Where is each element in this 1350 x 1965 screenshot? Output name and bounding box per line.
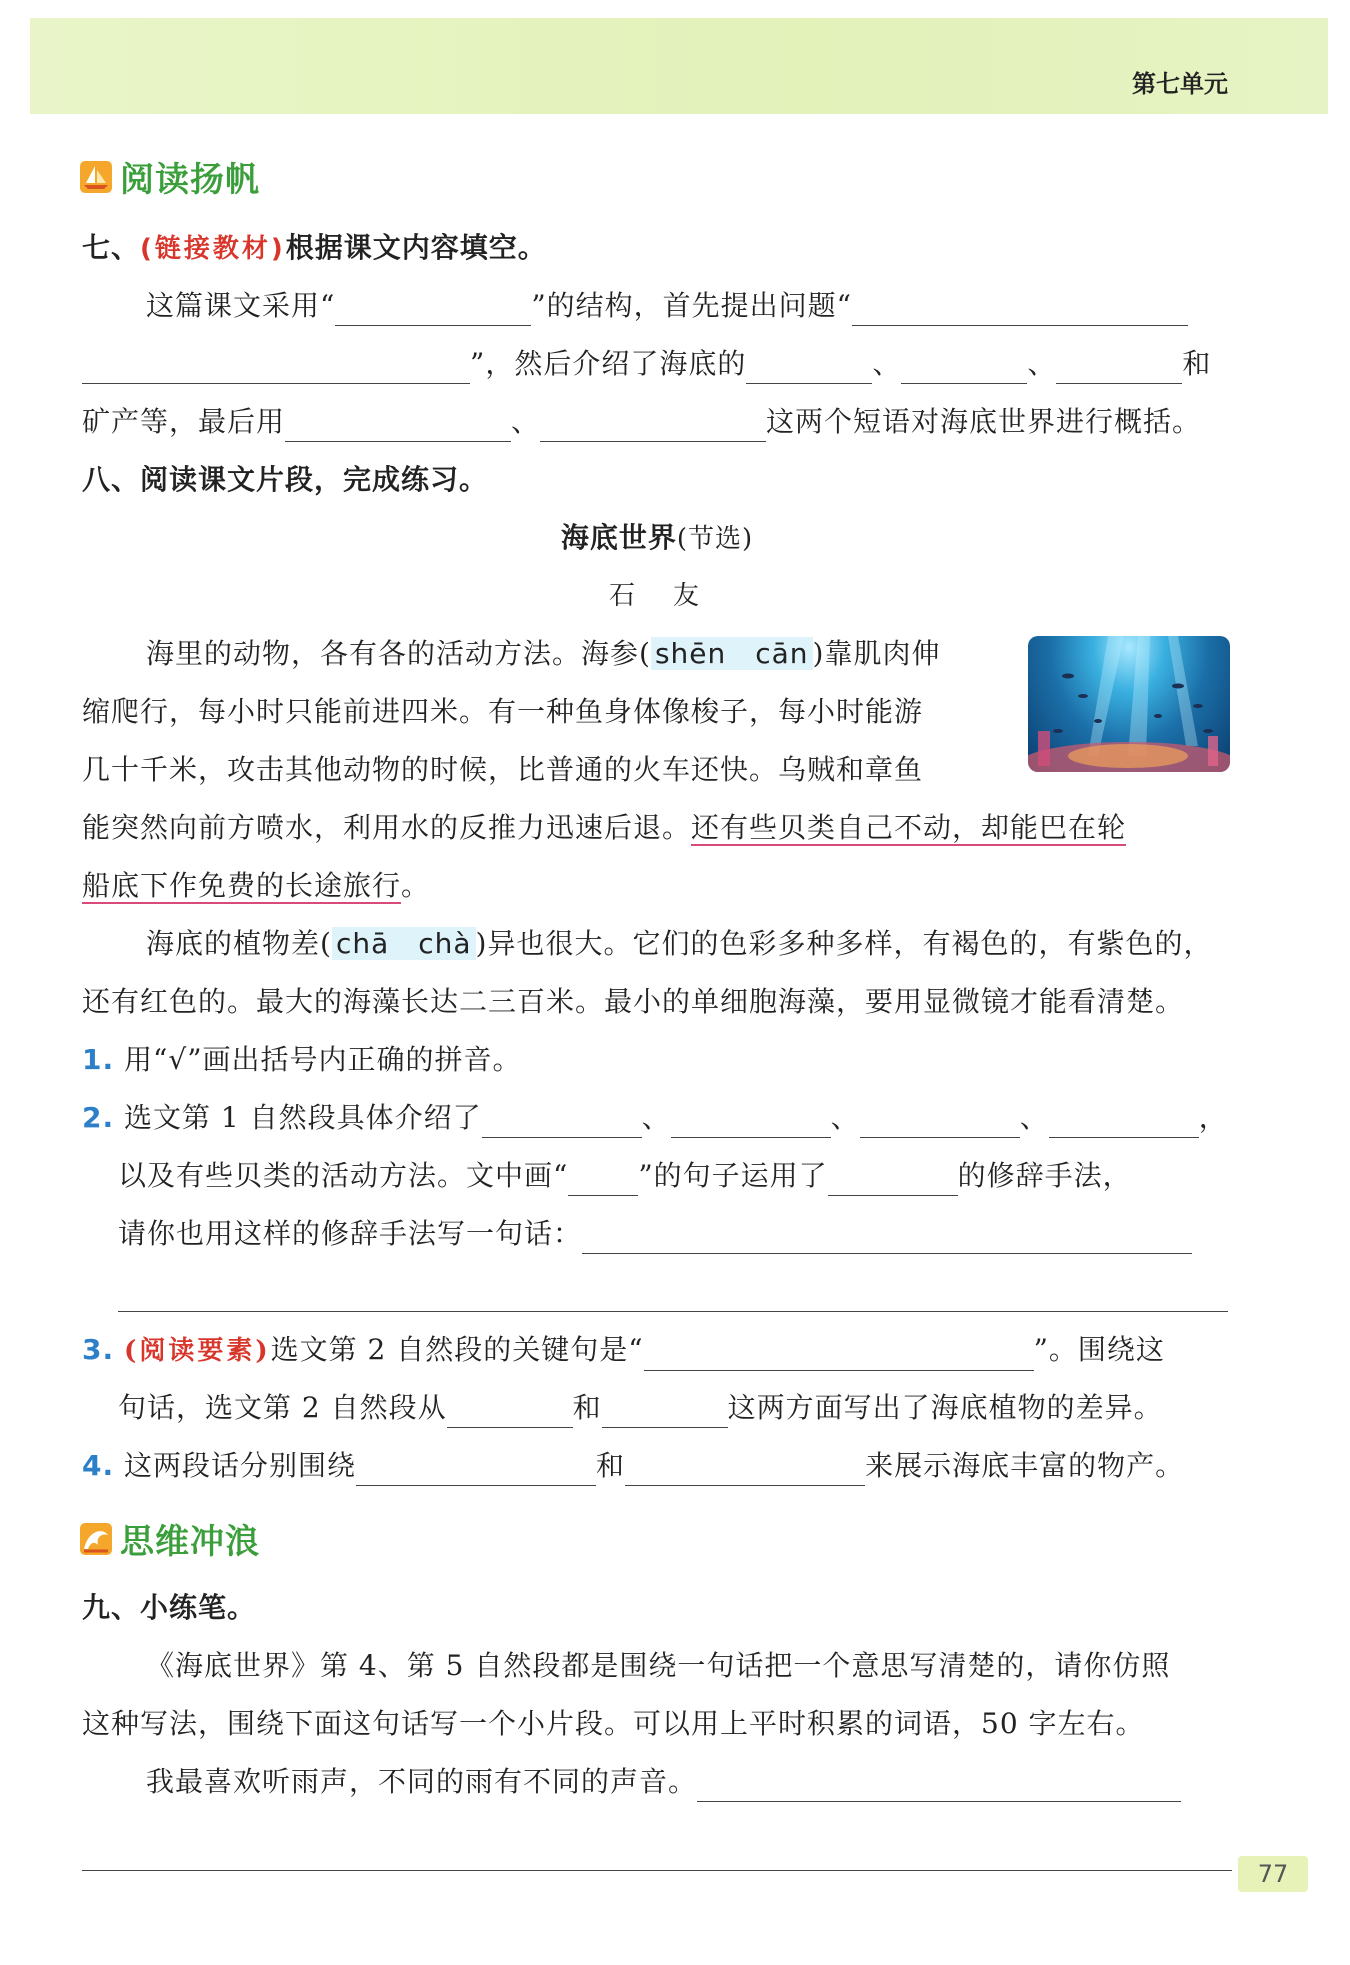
text: 以及有些贝类的活动方法。文中画“ [118, 1159, 569, 1192]
text: 的修辞手法， [957, 1159, 1132, 1192]
text: ”的结构，首先提出问题“ [531, 289, 852, 322]
answer-blank[interactable] [828, 1164, 958, 1196]
subq-3-line-2 [82, 1388, 1232, 1428]
answer-blank[interactable] [697, 1770, 1181, 1802]
separator: 、 [641, 1101, 671, 1134]
subq-2-line-2 [82, 1156, 1232, 1196]
passage-p1-line-2: 缩爬行，每小时只能前进四米。有一种鱼身体像梭子，每小时能游 [82, 695, 924, 728]
passage-title [82, 518, 1232, 559]
answer-blank[interactable] [540, 410, 766, 442]
subq-2-line-4 [82, 1272, 1232, 1312]
answer-blank[interactable] [746, 352, 872, 384]
separator: 、 [830, 1101, 860, 1134]
q7-line-3 [82, 402, 1232, 442]
passage-p1-line-1 [82, 634, 994, 674]
text: ”。围绕这 [1033, 1333, 1165, 1366]
text: 选文第 2 自然段的关键句是“ [270, 1333, 644, 1366]
passage-note: (节选) [676, 524, 754, 554]
unit-label: 第七单元 [1132, 70, 1228, 98]
answer-blank[interactable] [852, 294, 1188, 326]
subq-number: 4. [82, 1449, 115, 1482]
separator: 、 [511, 405, 541, 438]
separator: ， [1198, 1101, 1228, 1134]
wave-icon [80, 1523, 112, 1555]
text: ”，然后介绍了海底的 [470, 347, 747, 380]
separator: 、 [1019, 1101, 1049, 1134]
text: 。 [401, 869, 431, 902]
text: 和 [1182, 347, 1212, 380]
answer-blank[interactable] [582, 1222, 1192, 1254]
question-9-title: 九、小练笔。 [82, 1591, 257, 1624]
q9-line-2: 这种写法，围绕下面这句话写一个小片段。可以用上平时积累的词语，50 字左右。 [82, 1707, 1145, 1740]
answer-blank[interactable] [901, 352, 1027, 384]
passage-p1-line-4 [82, 808, 1232, 848]
underlined-sentence: 还有些贝类自己不动，却能巴在轮 [691, 811, 1127, 844]
separator: 、 [872, 347, 902, 380]
page-number: 77 [1238, 1856, 1308, 1892]
answer-blank[interactable] [1056, 352, 1182, 384]
subq-1 [82, 1040, 1232, 1080]
answer-blank[interactable] [671, 1106, 831, 1138]
answer-blank[interactable] [82, 352, 470, 384]
tag-textbook-link: (链接教材) [140, 234, 286, 264]
section-heading-reading [80, 152, 260, 201]
sailboat-icon [80, 161, 112, 193]
answer-blank[interactable] [644, 1339, 1034, 1371]
answer-blank[interactable] [602, 1396, 728, 1428]
subq-2-line-3 [82, 1214, 1232, 1254]
separator: 、 [1027, 347, 1057, 380]
text: 这篇课文采用“ [146, 289, 336, 322]
question-text: 根据课文内容填空。 [285, 231, 547, 264]
answer-blank [568, 1164, 638, 1196]
passage-author: 石 友 [608, 581, 705, 611]
ocean-floor-image [1028, 636, 1230, 772]
question-7-title [82, 228, 1232, 269]
text: 这两段话分别围绕 [124, 1449, 357, 1482]
answer-blank[interactable] [356, 1454, 596, 1486]
passage-p1-line-5 [82, 866, 1232, 906]
writing-line[interactable] [82, 1870, 1232, 1871]
answer-blank[interactable] [285, 410, 511, 442]
q9-line-3 [82, 1762, 1232, 1802]
answer-blank[interactable] [625, 1454, 865, 1486]
subq-3-line-1 [82, 1330, 1232, 1371]
subq-number: 3. [82, 1333, 115, 1366]
subq-number: 2. [82, 1101, 115, 1134]
answer-blank[interactable] [447, 1396, 573, 1428]
section-title: 阅读扬帆 [120, 160, 260, 200]
text: 句话，选文第 2 自然段从 [118, 1391, 447, 1424]
text: )异也很大。它们的色彩多种多样，有褐色的，有紫色的， [475, 927, 1213, 960]
text: 请你也用这样的修辞手法写一句话： [118, 1217, 583, 1250]
text: 来展示海底丰富的物产。 [865, 1449, 1185, 1482]
question-8-title: 八、阅读课文片段，完成练习。 [82, 463, 489, 496]
text: 海底的植物差( [146, 927, 332, 960]
passage-title-text: 海底世界 [560, 521, 677, 554]
text: ”的句子运用了 [638, 1159, 828, 1192]
text: 能突然向前方喷水，利用水的反推力迅速后退。 [82, 811, 692, 844]
question-number: 七、 [82, 231, 141, 264]
q7-line-1 [82, 286, 1232, 326]
text: 我最喜欢听雨声，不同的雨有不同的声音。 [146, 1765, 698, 1798]
text: 海里的动物，各有各的活动方法。海参( [146, 637, 651, 670]
answer-blank[interactable] [482, 1106, 642, 1138]
subq-2-line-1 [82, 1098, 1232, 1138]
text: )靠肌肉伸 [812, 637, 941, 670]
text: 用“√”画出括号内正确的拼音。 [124, 1043, 522, 1076]
answer-blank[interactable] [1049, 1106, 1199, 1138]
text: 和 [596, 1449, 626, 1482]
subq-4 [82, 1446, 1232, 1486]
text: 和 [572, 1391, 602, 1424]
passage-p2-line-1 [82, 924, 1232, 964]
q9-line-1: 《海底世界》第 4、第 5 自然段都是围绕一句话把一个意思写清楚的，请你仿照 [146, 1649, 1171, 1682]
answer-blank[interactable] [335, 294, 531, 326]
text: 这两方面写出了海底植物的差异。 [727, 1391, 1163, 1424]
pinyin-option[interactable]: shēn cān [651, 637, 813, 670]
passage-p2-line-2: 还有红色的。最大的海藻长达二三百米。最小的单细胞海藻，要用显微镜才能看清楚。 [82, 985, 1185, 1018]
tag-reading-element: (阅读要素) [124, 1336, 271, 1366]
pinyin-option[interactable]: chā chà [332, 927, 476, 960]
section-heading-thinking [80, 1514, 260, 1563]
subq-number: 1. [82, 1043, 115, 1076]
q7-line-2 [82, 344, 1232, 384]
text: 选文第 1 自然段具体介绍了 [124, 1101, 482, 1134]
section-title: 思维冲浪 [120, 1522, 260, 1562]
answer-blank[interactable] [860, 1106, 1020, 1138]
text: 矿产等，最后用 [82, 405, 286, 438]
passage-p1-line-3: 几十千米，攻击其他动物的时候，比普通的火车还快。乌贼和章鱼 [82, 753, 924, 786]
text: 这两个短语对海底世界进行概括。 [766, 405, 1202, 438]
underlined-sentence: 船底下作免费的长途旅行 [82, 869, 402, 902]
answer-blank[interactable] [118, 1280, 1228, 1312]
